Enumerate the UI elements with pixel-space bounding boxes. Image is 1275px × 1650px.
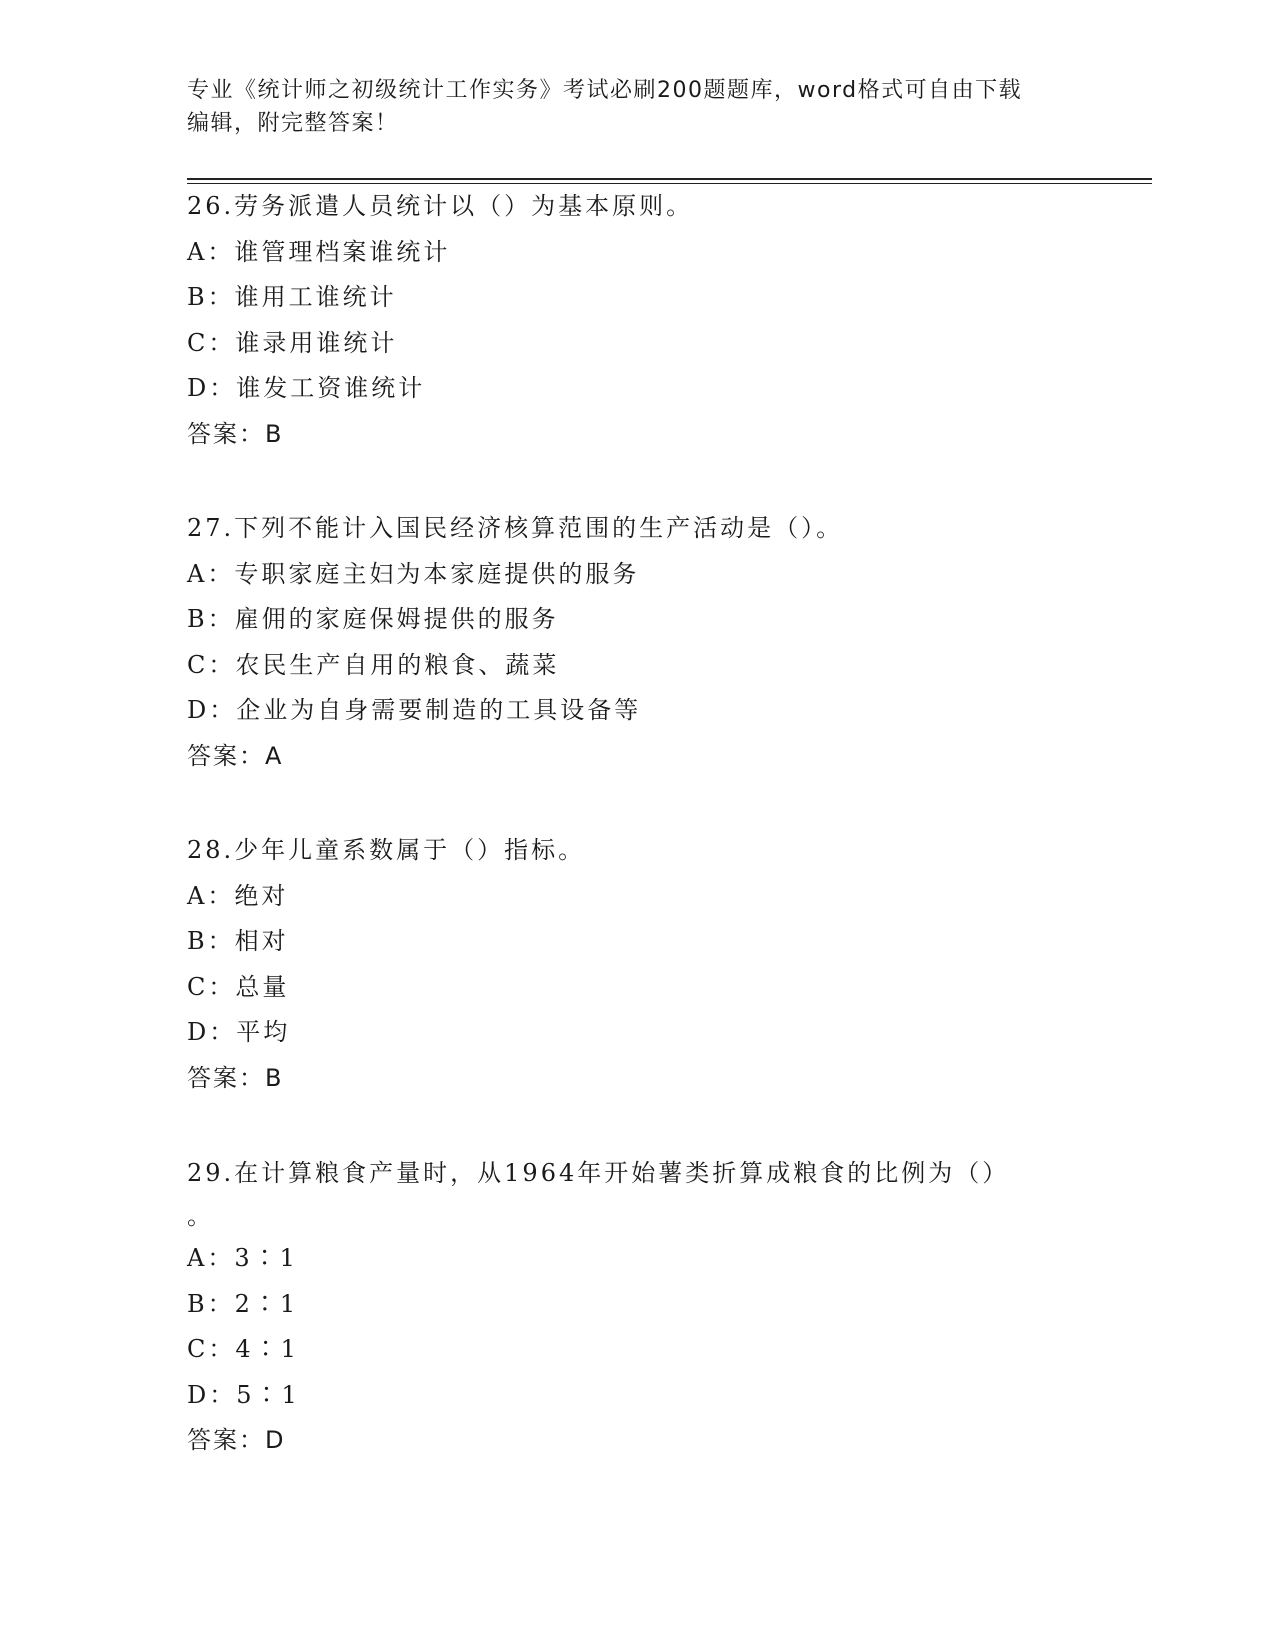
option-a: A：3∶1: [187, 1244, 298, 1272]
answer-label: 答案：B: [187, 1063, 284, 1092]
question-stem: 26.劳务派遣人员统计以（）为基本原则。: [187, 192, 694, 220]
question-stem-continuation: 。: [187, 1202, 214, 1230]
document-header: [187, 74, 1087, 140]
header-line-2: 编辑，附完整答案！: [187, 111, 399, 136]
option-d: D：谁发工资谁统计: [187, 374, 426, 402]
option-b: B：相对: [187, 927, 289, 955]
header-line-1: 专业《统计师之初级统计工作实务》考试必刷200题题库，word格式可自由下载: [187, 78, 1023, 103]
question-stem: 29.在计算粮食产量时，从1964年开始薯类折算成粮食的比例为（）: [187, 1159, 1010, 1187]
option-b: B：雇佣的家庭保姆提供的服务: [187, 605, 559, 633]
question-stem: 28.少年儿童系数属于（）指标。: [187, 836, 586, 864]
question-27: [187, 506, 1087, 779]
question-29: [187, 1150, 1087, 1464]
option-a: A：谁管理档案谁统计: [187, 237, 451, 266]
option-c: C：总量: [187, 972, 290, 1001]
header-divider-thick: [187, 178, 1152, 180]
option-b: B：谁用工谁统计: [187, 283, 397, 311]
answer-label: 答案：A: [187, 741, 284, 770]
option-d: D：企业为自身需要制造的工具设备等: [187, 696, 642, 724]
answer-label: 答案：B: [187, 419, 284, 448]
option-c: C：农民生产自用的粮食、蔬菜: [187, 650, 560, 679]
answer-label: 答案：D: [187, 1426, 286, 1454]
option-b: B：2∶1: [187, 1289, 299, 1318]
question-stem: 27.下列不能计入国民经济核算范围的生产活动是（）。: [187, 514, 844, 542]
question-28: [187, 828, 1087, 1101]
option-a: A：绝对: [187, 881, 289, 910]
option-a: A：专职家庭主妇为本家庭提供的服务: [187, 559, 640, 588]
option-c: C：4∶1: [187, 1335, 299, 1363]
option-d: D：5∶1: [187, 1380, 300, 1409]
question-26: [187, 184, 1087, 457]
option-c: C：谁录用谁统计: [187, 328, 398, 357]
option-d: D：平均: [187, 1018, 291, 1046]
